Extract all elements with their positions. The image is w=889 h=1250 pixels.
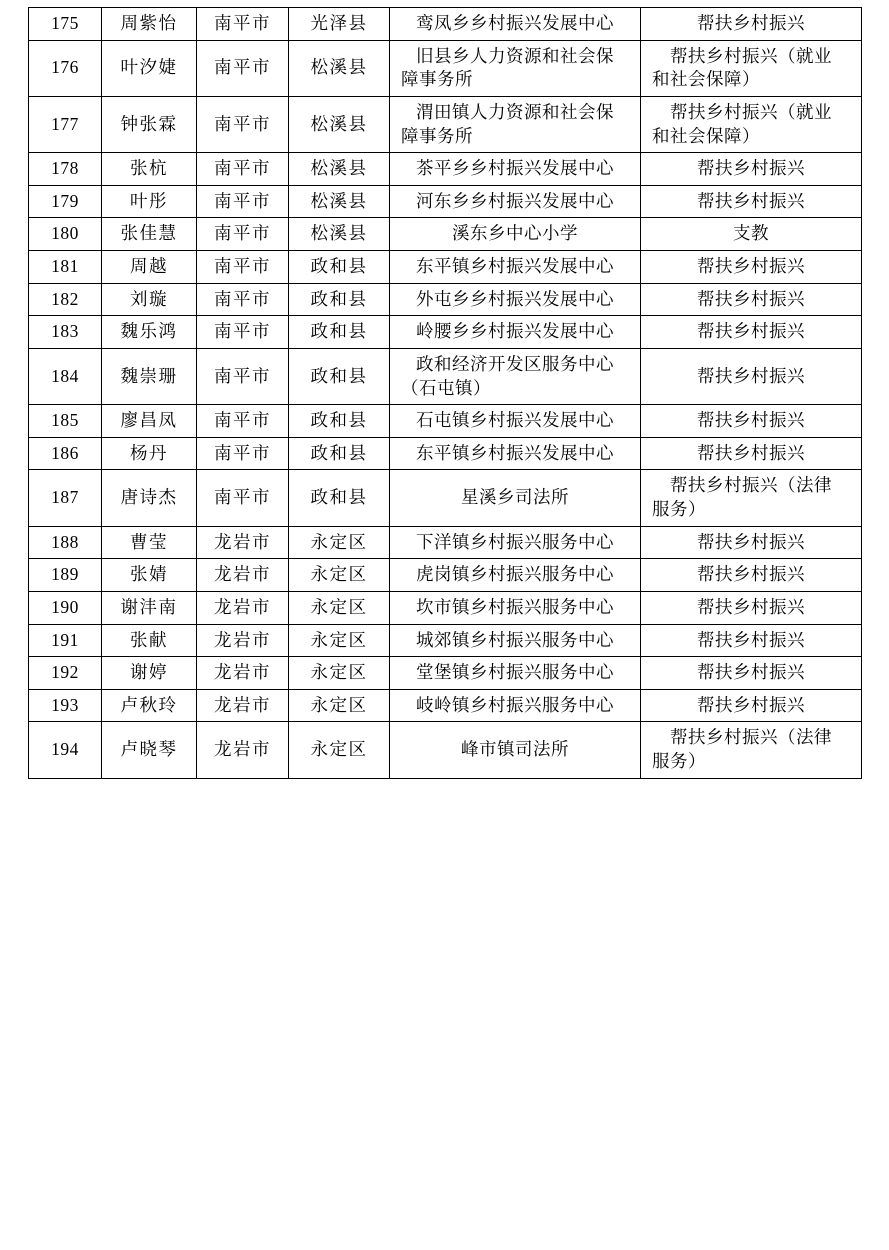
row-index: 182 <box>29 283 102 316</box>
row-unit <box>390 526 641 559</box>
row-unit-line: 政和经济开发区服务中心 <box>416 353 614 374</box>
row-name: 卢秋玲 <box>102 689 197 722</box>
row-county: 政和县 <box>289 348 390 404</box>
row-index: 177 <box>29 96 102 152</box>
row-county: 永定区 <box>289 591 390 624</box>
row-name: 周紫怡 <box>102 8 197 41</box>
row-type-line: 帮扶乡村振兴 <box>697 629 805 650</box>
row-type <box>641 316 862 349</box>
row-type-line: 帮扶乡村振兴 <box>697 288 805 309</box>
row-unit <box>390 689 641 722</box>
row-city: 南平市 <box>197 283 289 316</box>
row-type <box>641 40 862 96</box>
row-type <box>641 559 862 592</box>
row-name: 魏崇珊 <box>102 348 197 404</box>
row-type-line: 帮扶乡村振兴 <box>697 13 805 33</box>
row-unit <box>390 185 641 218</box>
table-row <box>29 470 862 526</box>
row-unit-line: 渭田镇人力资源和社会保 <box>416 101 614 122</box>
row-type <box>641 624 862 657</box>
row-unit <box>390 283 641 316</box>
row-county: 政和县 <box>289 283 390 316</box>
row-county: 松溪县 <box>289 96 390 152</box>
table-row <box>29 526 862 559</box>
row-type-line: 帮扶乡村振兴 <box>697 365 805 386</box>
row-type-line: 帮扶乡村振兴 <box>697 410 805 431</box>
row-county: 松溪县 <box>289 185 390 218</box>
row-unit-line: 岭腰乡乡村振兴发展中心 <box>416 321 614 342</box>
row-city: 南平市 <box>197 348 289 404</box>
row-city: 南平市 <box>197 316 289 349</box>
row-unit <box>390 251 641 284</box>
row-county: 永定区 <box>289 624 390 657</box>
row-city: 南平市 <box>197 437 289 470</box>
row-unit-line: 东平镇乡村振兴发展中心 <box>416 442 614 463</box>
row-city: 南平市 <box>197 405 289 438</box>
row-county: 政和县 <box>289 437 390 470</box>
row-type-line: 帮扶乡村振兴 <box>697 158 805 179</box>
row-index: 183 <box>29 316 102 349</box>
row-index: 190 <box>29 591 102 624</box>
roster-table <box>28 7 862 779</box>
row-index: 184 <box>29 348 102 404</box>
row-index: 192 <box>29 657 102 690</box>
row-index: 175 <box>29 8 102 41</box>
row-city: 龙岩市 <box>197 559 289 592</box>
row-type-line: 帮扶乡村振兴（就业 <box>670 45 832 66</box>
row-unit <box>390 153 641 186</box>
table-row <box>29 559 862 592</box>
row-unit-line: 下洋镇乡村振兴服务中心 <box>416 531 614 552</box>
row-type <box>641 657 862 690</box>
row-city: 南平市 <box>197 218 289 251</box>
table-row <box>29 405 862 438</box>
row-type <box>641 470 862 526</box>
row-type <box>641 185 862 218</box>
row-unit <box>390 316 641 349</box>
row-unit <box>390 657 641 690</box>
row-county: 永定区 <box>289 657 390 690</box>
row-index: 179 <box>29 185 102 218</box>
row-unit-line: 堂堡镇乡村振兴服务中心 <box>416 662 614 683</box>
row-county: 松溪县 <box>289 153 390 186</box>
row-unit <box>390 96 641 152</box>
row-city: 龙岩市 <box>197 657 289 690</box>
row-type <box>641 348 862 404</box>
row-name: 谢沣南 <box>102 591 197 624</box>
row-unit <box>390 405 641 438</box>
table-row <box>29 316 862 349</box>
table-row <box>29 251 862 284</box>
table-row <box>29 40 862 96</box>
row-unit <box>390 559 641 592</box>
table-row <box>29 624 862 657</box>
row-city: 龙岩市 <box>197 722 289 778</box>
row-type-line: 支教 <box>733 223 769 244</box>
row-type-line: 帮扶乡村振兴 <box>697 564 805 585</box>
row-city: 南平市 <box>197 470 289 526</box>
row-index: 191 <box>29 624 102 657</box>
row-county: 永定区 <box>289 526 390 559</box>
row-unit-line: 城郊镇乡村振兴服务中心 <box>416 629 614 650</box>
row-county: 永定区 <box>289 559 390 592</box>
row-index: 185 <box>29 405 102 438</box>
table-row <box>29 657 862 690</box>
row-name: 张婧 <box>102 559 197 592</box>
row-index: 187 <box>29 470 102 526</box>
row-city: 南平市 <box>197 8 289 41</box>
row-county: 政和县 <box>289 316 390 349</box>
row-unit-line: 茶平乡乡村振兴发展中心 <box>416 158 614 179</box>
row-type-line: 服务） <box>652 499 706 519</box>
row-county: 松溪县 <box>289 40 390 96</box>
row-county: 政和县 <box>289 405 390 438</box>
table-row <box>29 283 862 316</box>
row-county: 光泽县 <box>289 8 390 41</box>
row-index: 188 <box>29 526 102 559</box>
row-unit <box>390 722 641 778</box>
table-row <box>29 185 862 218</box>
row-type-line: 帮扶乡村振兴 <box>697 321 805 342</box>
row-unit <box>390 437 641 470</box>
row-type-line: 帮扶乡村振兴 <box>697 531 805 552</box>
row-type <box>641 437 862 470</box>
row-name: 张献 <box>102 624 197 657</box>
row-index: 189 <box>29 559 102 592</box>
row-type-line: 服务） <box>652 751 706 771</box>
row-name: 钟张霖 <box>102 96 197 152</box>
row-name: 魏乐鸿 <box>102 316 197 349</box>
row-unit-line: 溪东乡中心小学 <box>452 223 578 244</box>
table-row <box>29 591 862 624</box>
row-unit-line: 岐岭镇乡村振兴服务中心 <box>416 694 614 715</box>
row-index: 178 <box>29 153 102 186</box>
row-type-line: 帮扶乡村振兴 <box>697 190 805 211</box>
table-row <box>29 348 862 404</box>
row-type-line: 帮扶乡村振兴 <box>697 694 805 715</box>
row-name: 廖昌凤 <box>102 405 197 438</box>
table-row <box>29 218 862 251</box>
row-type <box>641 526 862 559</box>
row-unit-line: 虎岗镇乡村振兴服务中心 <box>416 564 614 585</box>
row-unit-line: 外屯乡乡村振兴发展中心 <box>416 288 614 309</box>
row-name: 杨丹 <box>102 437 197 470</box>
row-type <box>641 8 862 41</box>
row-index: 193 <box>29 689 102 722</box>
row-unit <box>390 624 641 657</box>
row-name: 叶汐婕 <box>102 40 197 96</box>
row-type-line: 帮扶乡村振兴 <box>697 662 805 683</box>
row-county: 永定区 <box>289 689 390 722</box>
row-type <box>641 218 862 251</box>
row-name: 张杭 <box>102 153 197 186</box>
row-unit <box>390 348 641 404</box>
row-county: 永定区 <box>289 722 390 778</box>
row-unit-line: （石屯镇） <box>401 377 491 398</box>
row-name: 刘璇 <box>102 283 197 316</box>
row-unit <box>390 218 641 251</box>
row-city: 南平市 <box>197 251 289 284</box>
row-type <box>641 153 862 186</box>
row-unit-line: 河东乡乡村振兴发展中心 <box>416 190 614 211</box>
row-unit-line: 障事务所 <box>401 125 473 146</box>
row-index: 194 <box>29 722 102 778</box>
row-type <box>641 591 862 624</box>
row-index: 176 <box>29 40 102 96</box>
row-type <box>641 689 862 722</box>
row-name: 卢晓琴 <box>102 722 197 778</box>
row-type <box>641 405 862 438</box>
row-unit-line: 石屯镇乡村振兴发展中心 <box>416 410 614 431</box>
row-type-line: 帮扶乡村振兴 <box>697 442 805 463</box>
row-city: 南平市 <box>197 185 289 218</box>
row-county: 松溪县 <box>289 218 390 251</box>
row-name: 唐诗杰 <box>102 470 197 526</box>
row-name: 张佳慧 <box>102 218 197 251</box>
row-county: 政和县 <box>289 251 390 284</box>
row-index: 181 <box>29 251 102 284</box>
row-city: 南平市 <box>197 40 289 96</box>
row-county: 政和县 <box>289 470 390 526</box>
row-type-line: 帮扶乡村振兴（就业 <box>670 101 832 122</box>
row-city: 南平市 <box>197 153 289 186</box>
row-type-line: 帮扶乡村振兴 <box>697 596 805 617</box>
table-row <box>29 153 862 186</box>
row-type <box>641 283 862 316</box>
roster-table-body <box>29 8 862 779</box>
table-row <box>29 722 862 778</box>
row-unit <box>390 8 641 41</box>
row-type-line: 帮扶乡村振兴（法律 <box>670 727 832 748</box>
row-city: 龙岩市 <box>197 624 289 657</box>
row-name: 曹莹 <box>102 526 197 559</box>
row-unit <box>390 470 641 526</box>
row-type-line: 和社会保障） <box>652 125 760 146</box>
row-unit-line: 旧县乡人力资源和社会保 <box>416 45 614 66</box>
row-unit-line: 峰市镇司法所 <box>461 739 569 760</box>
row-type <box>641 722 862 778</box>
table-row <box>29 8 862 41</box>
row-unit-line: 东平镇乡村振兴发展中心 <box>416 256 614 276</box>
row-type-line: 和社会保障） <box>652 69 760 90</box>
row-name: 谢婷 <box>102 657 197 690</box>
row-unit <box>390 591 641 624</box>
table-row <box>29 437 862 470</box>
row-type <box>641 96 862 152</box>
row-city: 龙岩市 <box>197 526 289 559</box>
row-city: 龙岩市 <box>197 591 289 624</box>
row-name: 周越 <box>102 251 197 284</box>
row-type <box>641 251 862 284</box>
table-row <box>29 689 862 722</box>
row-index: 186 <box>29 437 102 470</box>
row-unit-line: 坎市镇乡村振兴服务中心 <box>416 596 614 617</box>
row-index: 180 <box>29 218 102 251</box>
row-city: 龙岩市 <box>197 689 289 722</box>
row-unit-line: 鸾凤乡乡村振兴发展中心 <box>416 13 614 33</box>
row-unit-line: 障事务所 <box>401 69 473 90</box>
row-name: 叶彤 <box>102 185 197 218</box>
row-city: 南平市 <box>197 96 289 152</box>
table-row <box>29 96 862 152</box>
row-unit-line: 星溪乡司法所 <box>461 487 569 508</box>
row-type-line: 帮扶乡村振兴（法律 <box>670 475 832 496</box>
row-type-line: 帮扶乡村振兴 <box>697 256 805 276</box>
row-unit <box>390 40 641 96</box>
